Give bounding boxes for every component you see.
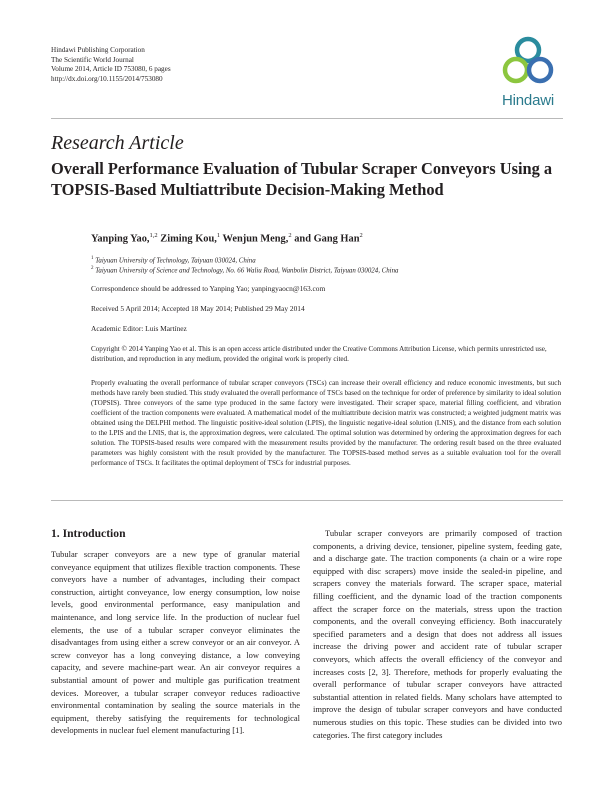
author-affiliation-mark: 1,2 — [149, 232, 158, 239]
author-list — [91, 232, 363, 244]
journal-name: The Scientific World Journal — [51, 55, 134, 64]
affiliation-2 — [91, 266, 398, 274]
section-heading-introduction: 1. Introduction — [51, 527, 126, 540]
journal-volume: Volume 2014, Article ID 753080, 6 pages — [51, 65, 171, 74]
hindawi-logo-text: Hindawi — [502, 92, 554, 109]
journal-doi[interactable]: http://dx.doi.org/10.1155/2014/753080 — [51, 74, 163, 83]
article-type: Research Article — [51, 132, 184, 154]
article-title: Overall Performance Evaluation of Tubular Scraper Conveyors Using a TOPSIS-Based Multiattribute Decision-Making Method — [51, 159, 553, 199]
affiliation-mark: 1 — [91, 256, 94, 261]
affiliation-text: Taiyuan University of Technology, Taiyuan 030024, China — [95, 257, 256, 265]
author-name: Yanping Yao, — [91, 233, 150, 245]
header-divider — [51, 118, 563, 119]
introduction-right-column: Tubular scraper conveyors are primarily composed of traction components, a driving device, tensioner, pipeline system, feeding gate, and a discharge gate. The traction components (a chain or a wire rope equipped with disc scrapers) move inside the sealed-in pipeline, and scrapers convey the materials forward. The scraper space, material filling coefficient, and the dynamic load of the traction components affect the scraper force on the materials, stress upon the traction components, and the overall conveying efficiency. Both inaccurately specified parameters and a design that does not address all issues increase the driving power and accident rate of tubular scraper conveyors, which affects the overall efficiency of the conveyor and increases costs [2, 3]. Therefore, methods for properly evaluating the overall performance of tubular scraper conveyors have attracted substantial attention in related fields. Many scholars have attempted to improve the design of tubular scraper conveyors and have conducted numerous studies on this topic. These studies can be divided into two categories. The first category includes — [313, 528, 562, 740]
publication-dates: Received 5 April 2014; Accepted 18 May 2014; Published 29 May 2014 — [91, 304, 305, 313]
journal-info — [51, 46, 171, 84]
hindawi-logo — [494, 34, 562, 110]
affiliation-1 — [91, 256, 256, 264]
author-affiliation-mark: 2 — [359, 232, 363, 239]
hindawi-logo-icon — [494, 34, 562, 92]
author-name: Wenjun Meng, — [222, 233, 289, 245]
author-name: and Gang Han — [294, 233, 360, 245]
introduction-left-column: Tubular scraper conveyors are a new type of granular material conveyance equipment that utilizes flexible traction components. These conveyors have a number of advantages, including their compact construction, airtight conveyance, low energy consumption, low noise levels, good environmental performance, easy manipulation and maintenance, and long service life. In the production of nuclear fuel elements, the use of a tubular scraper conveyor eliminates the disadvantages from using either a screw conveyor or an air conveyor. A screw conveyor has a long conveying distance, a low conveying capacity, and severe machine-part wear. An air conveyor requires a substantial amount of power and multiple gas purification treatment devices. Moreover, a tubular scraper conveyor reduces radioactive environmental contamination by sealing the source materials in the equipment, thereby satisfying the requirements for technological developments in nuclear fuel element manufacturing [1]. — [51, 549, 300, 736]
author-affiliation-mark: 1 — [216, 232, 221, 239]
abstract-divider — [51, 500, 563, 501]
correspondence: Correspondence should be addressed to Yanping Yao; yanpingyaocn@163.com — [91, 284, 326, 293]
author-name: Ziming Kou, — [160, 233, 217, 245]
affiliation-mark: 2 — [91, 266, 94, 271]
academic-editor: Academic Editor: Luis Martínez — [91, 324, 187, 333]
copyright-notice: Copyright © 2014 Yanping Yao et al. This is an open access article distributed under the Creative Commons Attribution License, which permits unrestricted use, distribution, and reproduction in any medium, provided the original work is properly cited. — [91, 345, 547, 363]
publisher-name: Hindawi Publishing Corporation — [51, 46, 145, 54]
author-affiliation-mark: 2 — [288, 232, 292, 239]
abstract: Properly evaluating the overall performance of tubular scraper conveyors (TSCs) can increase their overall efficiency and reduce economic investments, but such methods have rarely been studied. This study evaluated the overall performance of TSCs based on the technique for order of preference by similarity to ideal solution (TOPSIS). Three conveyors of the same type produced in the same factory were investigated. Their scraper space, material filling coefficient, and vibration coefficient of the traction components were evaluated. A mathematical model of the multiattribute decision matrix was constructed; a weighted judgment matrix was obtained using the DELPHI method. The linguistic positive-ideal solution (LPIS), the linguistic negative-ideal solution (LNIS), and the distance from each solution to the LPIS and the LNIS, that is, the approximation degrees, were calculated. The optimal solution was determined by ordering the approximation degrees for each solution. The TOPSIS-based results were compared with the measurement results provided by the manufacturer. The ordering result based on the three evaluated parameters was highly consistent with the result provided by the manufacturer. The TOPSIS-based method serves as a suitable evaluation tool for the overall performance of TSCs. It facilitates the optimal deployment of TSCs for industrial purposes. — [91, 379, 561, 467]
affiliation-text: Taiyuan University of Science and Technology, No. 66 Waliu Road, Wanbolin District, Taiyuan 030024, China — [95, 267, 399, 275]
